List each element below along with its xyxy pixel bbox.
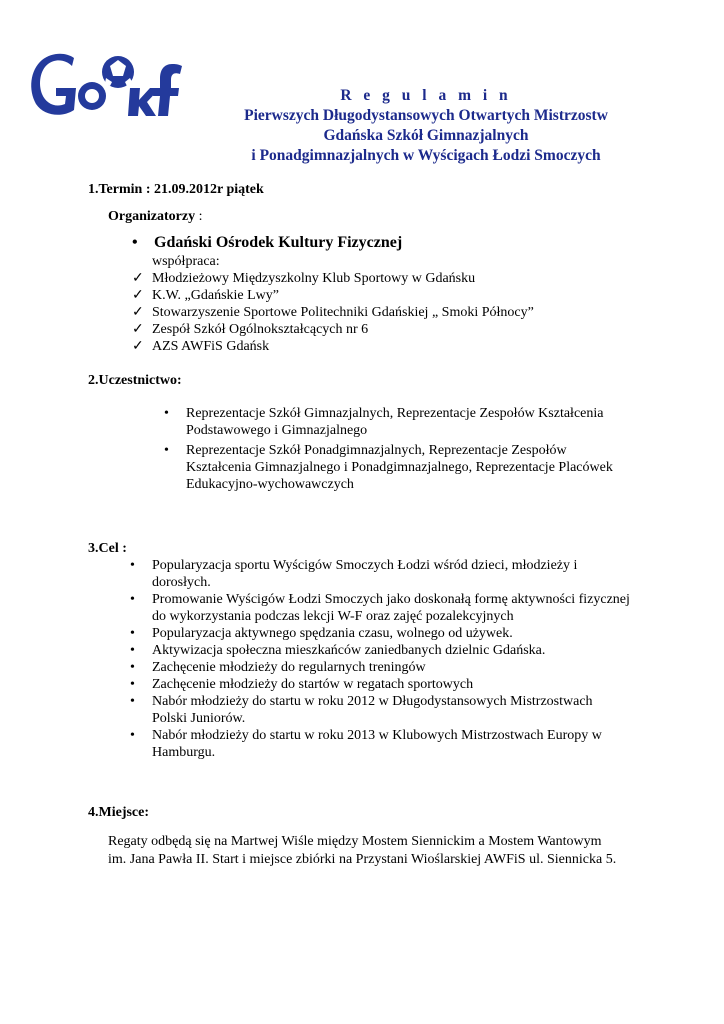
partner-text: Zespół Szkół Ogólnokształcących nr 6 — [152, 322, 369, 337]
partner-text: K.W. „Gdańskie Lwy” — [152, 288, 280, 303]
main-organizer — [132, 234, 402, 252]
goal-text: Aktywizacja społeczna mieszkańców zaniedbanych dzielnic Gdańska. — [152, 643, 546, 658]
bullet-icon: • — [130, 558, 135, 573]
bullet-icon: • — [130, 592, 135, 607]
list-item — [130, 642, 630, 659]
cooperation-label: współpraca: — [152, 254, 220, 269]
list-item — [132, 304, 534, 321]
goal-text: Nabór młodzieży do startu w roku 2012 w Długodystansowych Mistrzostwach Polski Juniorów. — [152, 694, 593, 726]
check-icon: ✓ — [132, 339, 144, 354]
bullet-icon: • — [130, 677, 135, 692]
goal-text: Popularyzacja sportu Wyścigów Smoczych Łodzi wśród dzieci, młodzieży i dorosłych. — [152, 558, 578, 590]
list-item — [132, 270, 534, 287]
title-line-4: i Ponadgimnazjalnych w Wyścigach Łodzi Smoczych — [251, 147, 601, 164]
participation-text: Reprezentacje Szkół Ponadgimnazjalnych, Reprezentacje Zespołów Kształcenia Gimnazjalnego i Ponadgimnazjalnego, Reprezentacje Placówek Edukacyjno-wychowawczych — [186, 443, 613, 492]
goal-text: Promowanie Wyścigów Łodzi Smoczych jako doskonałą formę aktywności fizycznej do wykorzystania podczas lekcji W-F oraz zajęć pozalekcyjnych — [152, 592, 630, 624]
goal-text: Zachęcenie młodzieży do startów w regatach sportowych — [152, 677, 474, 692]
list-item — [164, 442, 634, 493]
participation-text: Reprezentacje Szkół Gimnazjalnych, Reprezentacje Zespołów Kształcenia Podstawowego i Gimnazjalnego — [186, 406, 604, 438]
bullet-icon: • — [130, 728, 135, 743]
gokf-logo-graphic — [26, 44, 192, 122]
check-icon: ✓ — [132, 271, 144, 286]
section-2-heading: 2.Uczestnictwo: — [88, 373, 182, 388]
list-item — [130, 659, 630, 676]
title-line-2: Pierwszych Długodystansowych Otwartych Mistrzostw — [244, 107, 608, 124]
bullet-icon: • — [130, 626, 135, 641]
bullet-icon: • — [130, 643, 135, 658]
list-item — [130, 727, 630, 761]
partner-text: Stowarzyszenie Sportowe Politechniki Gdańskiej „ Smoki Północy” — [152, 305, 534, 320]
title-line-1: R e g u l a m i n — [340, 87, 512, 104]
document-title — [200, 86, 652, 166]
goal-text: Zachęcenie młodzieży do regularnych treningów — [152, 660, 426, 675]
bullet-icon: • — [130, 694, 135, 709]
bullet-icon: • — [164, 443, 169, 458]
bullet-icon: • — [164, 406, 169, 421]
partners-list — [132, 270, 534, 355]
main-organizer-name: Gdański Ośrodek Kultury Fizycznej — [154, 234, 403, 251]
location-line-1: Regaty odbędą się na Martwej Wiśle między Mostem Siennickim a Mostem Wantowym — [108, 834, 602, 849]
goals-list — [130, 557, 630, 761]
organizers-label: Organizatorzy — [108, 209, 196, 224]
goal-text: Nabór młodzieży do startu w roku 2013 w Klubowych Mistrzostwach Europy w Hamburgu. — [152, 728, 602, 760]
location-line-2: im. Jana Pawła II. Start i miejsce zbiórki na Przystani Wioślarskiej AWFiS ul. Siennicka 5. — [108, 852, 617, 867]
check-icon: ✓ — [132, 322, 144, 337]
section-4-heading: 4.Miejsce: — [88, 805, 150, 820]
partner-text: Młodzieżowy Międzyszkolny Klub Sportowy w Gdańsku — [152, 271, 476, 286]
bullet-icon: • — [130, 660, 135, 675]
section-1-heading: 1.Termin : 21.09.2012r piątek — [88, 182, 264, 197]
main-organizer-bullet: • — [132, 234, 138, 251]
organizers-colon: : — [195, 209, 203, 224]
section-3-heading: 3.Cel : — [88, 541, 127, 556]
partner-text: AZS AWFiS Gdańsk — [152, 339, 270, 354]
participation-list — [164, 405, 634, 493]
list-item — [132, 338, 534, 355]
list-item — [130, 676, 630, 693]
title-line-3: Gdańska Szkół Gimnazjalnych — [323, 127, 529, 144]
gokf-logo — [26, 44, 192, 122]
list-item — [130, 625, 630, 642]
list-item — [130, 693, 630, 727]
list-item — [132, 287, 534, 304]
list-item — [132, 321, 534, 338]
check-icon: ✓ — [132, 288, 144, 303]
list-item — [130, 557, 630, 591]
organizers-line — [108, 208, 202, 226]
goal-text: Popularyzacja aktywnego spędzania czasu, wolnego od używek. — [152, 626, 513, 641]
list-item — [130, 591, 630, 625]
list-item — [164, 405, 634, 439]
check-icon: ✓ — [132, 305, 144, 320]
